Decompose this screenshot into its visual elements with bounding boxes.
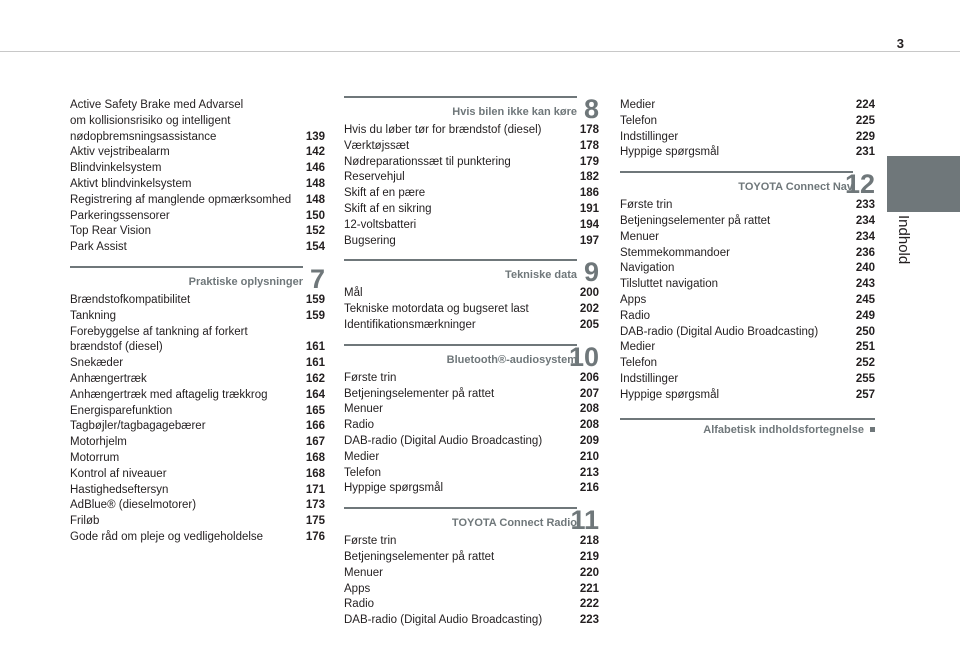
toc-entry-page: 171 <box>305 483 325 496</box>
toc-entry[interactable] <box>344 466 599 482</box>
toc-entry-label: Tekniske motordata og bugseret last <box>344 303 529 316</box>
toc-entry[interactable] <box>344 318 599 334</box>
toc-entry-label-line[interactable]: Active Safety Brake med Advarsel <box>70 99 244 111</box>
section-rule <box>344 259 577 261</box>
section-title[interactable]: Tekniske data <box>505 269 577 282</box>
toc-entry-label: Motorhjelm <box>70 436 127 449</box>
alphabetical-index-link[interactable] <box>620 418 875 436</box>
toc-entry-page: 161 <box>305 341 325 354</box>
toc-entry[interactable] <box>70 404 325 420</box>
toc-entry[interactable] <box>70 388 325 404</box>
toc-entry-page: 206 <box>579 371 599 384</box>
toc-entry[interactable] <box>344 170 599 186</box>
toc-entry[interactable] <box>620 246 875 262</box>
toc-entry[interactable] <box>344 186 599 202</box>
toc-entry[interactable] <box>70 514 325 530</box>
toc-entry-page: 223 <box>579 614 599 627</box>
toc-entry-label: Parkeringssensorer <box>70 209 170 222</box>
toc-entry-page: 240 <box>855 262 875 275</box>
toc-entry-page: 210 <box>579 450 599 463</box>
toc-entry-label: Menuer <box>620 230 659 243</box>
toc-entry-label: brændstof (diesel) <box>70 341 163 354</box>
toc-entry-page: 150 <box>305 209 325 222</box>
toc-entry[interactable] <box>70 293 325 309</box>
toc-entry[interactable] <box>344 139 599 155</box>
header-rule <box>0 51 960 52</box>
toc-entry-label: Tagbøjler/tagbagagebærer <box>70 420 206 433</box>
toc-entry-page: 208 <box>579 403 599 416</box>
toc-column-2 <box>344 94 599 629</box>
toc-entry[interactable] <box>70 356 325 372</box>
toc-entry[interactable] <box>70 161 325 177</box>
toc-entry-label: Radio <box>620 309 651 322</box>
toc-entry-label: nødopbremsningsassistance <box>70 130 217 143</box>
toc-entry[interactable] <box>620 325 875 341</box>
toc-entry-label: Aktivt blindvinkelsystem <box>70 177 192 190</box>
toc-entry-page: 245 <box>855 293 875 306</box>
toc-entry-label: Radio <box>344 598 375 611</box>
toc-entry-page: 213 <box>579 466 599 479</box>
section-header <box>344 505 599 536</box>
toc-entry-label: Mål <box>344 287 363 300</box>
toc-entry-page: 182 <box>579 171 599 184</box>
toc-entry-page: 205 <box>579 318 599 331</box>
toc-entry[interactable] <box>344 534 599 550</box>
toc-entry[interactable] <box>620 340 875 356</box>
toc-entry-page: 234 <box>855 214 875 227</box>
toc-entry-page: 168 <box>305 451 325 464</box>
toc-entry-page: 166 <box>305 420 325 433</box>
toc-entry-label: Hastighedseftersyn <box>70 483 169 496</box>
section-number: 11 <box>570 505 599 536</box>
toc-entry-page: 225 <box>855 114 875 127</box>
toc-entry-page: 164 <box>305 388 325 401</box>
toc-entry[interactable] <box>70 340 325 356</box>
toc-entry-page: 229 <box>855 130 875 143</box>
toc-entry-label: Blindvinkelsystem <box>70 162 162 175</box>
section-title[interactable]: Praktiske oplysninger <box>188 275 303 288</box>
section-header <box>344 94 599 124</box>
toc-entry-page: 251 <box>855 341 875 354</box>
toc-entry-label: Første trin <box>620 199 673 212</box>
toc-entry[interactable] <box>344 613 599 629</box>
toc-entry-label: Menuer <box>344 403 383 416</box>
toc-entry[interactable] <box>70 145 325 161</box>
toc-entry[interactable] <box>70 177 325 193</box>
toc-column-3 <box>620 98 875 436</box>
toc-entry[interactable] <box>344 402 599 418</box>
toc-entry-page: 175 <box>305 515 325 528</box>
toc-entry-page: 218 <box>579 535 599 548</box>
toc-entry[interactable] <box>344 286 599 302</box>
alphabetical-index-label: Alfabetisk indholdsfortegnelse <box>703 423 864 436</box>
toc-entry-page: 176 <box>305 530 325 543</box>
toc-entry-page: 216 <box>579 482 599 495</box>
section-title[interactable]: Bluetooth®-audiosystem <box>446 353 577 366</box>
toc-entry-label: Medier <box>344 450 380 463</box>
toc-entry-label: Skift af en pære <box>344 187 426 200</box>
toc-entry-label: Skift af en sikring <box>344 202 432 215</box>
toc-entry-label: DAB-radio (Digital Audio Broadcasting) <box>620 325 819 338</box>
toc-entry-label-line[interactable]: Forebyggelse af tankning af forkert <box>70 325 248 338</box>
toc-entry-label: Bugsering <box>344 234 396 247</box>
toc-entry[interactable] <box>344 234 599 250</box>
toc-entry[interactable] <box>344 597 599 613</box>
toc-entry[interactable] <box>344 387 599 403</box>
toc-entry-label: Betjeningselementer på rattet <box>620 214 771 227</box>
toc-entry-page: 231 <box>855 146 875 159</box>
toc-entry-label: Identifikationsmærkninger <box>344 318 476 331</box>
toc-entry-page: 252 <box>855 357 875 370</box>
toc-entry[interactable] <box>344 434 599 450</box>
toc-entry-label-line[interactable]: om kollisionsrisiko og intelligent <box>70 114 231 127</box>
toc-entry-page: 154 <box>305 241 325 254</box>
toc-entry-label: Top Rear Vision <box>70 225 151 238</box>
toc-entry-page: 197 <box>579 234 599 247</box>
toc-entry-page: 161 <box>305 357 325 370</box>
toc-entry-label: Anhængertræk <box>70 372 147 385</box>
section-rule <box>70 266 303 268</box>
toc-entry-label: Tankning <box>70 309 117 322</box>
toc-entry[interactable] <box>620 198 875 214</box>
toc-entry-page: 249 <box>855 309 875 322</box>
toc-entry[interactable] <box>344 481 599 497</box>
toc-entry[interactable] <box>344 566 599 582</box>
toc-entry-label: Tilsluttet navigation <box>620 278 719 291</box>
toc-entry[interactable] <box>70 240 325 256</box>
toc-entry[interactable] <box>344 418 599 434</box>
section-header <box>344 257 599 288</box>
toc-entry-label: Første trin <box>344 371 397 384</box>
toc-entry-label: Hyppige spørgsmål <box>344 482 444 495</box>
section-rule <box>344 344 577 346</box>
toc-entry-page: 194 <box>579 218 599 231</box>
toc-entry-label: Apps <box>344 582 371 595</box>
toc-entry[interactable] <box>620 130 875 146</box>
toc-entry[interactable] <box>620 98 875 114</box>
toc-entry-label: Telefon <box>344 466 382 479</box>
chapter-tab-label: Indhold <box>895 215 912 265</box>
toc-entry-page: 257 <box>855 388 875 401</box>
toc-entry-label: Indstillinger <box>620 130 679 143</box>
toc-entry-label: Telefon <box>620 357 658 370</box>
toc-entry-page: 255 <box>855 372 875 385</box>
toc-entry-label: Kontrol af niveauer <box>70 467 167 480</box>
toc-entry-page: 148 <box>305 177 325 190</box>
toc-entry-label: Hyppige spørgsmål <box>620 388 720 401</box>
section-title[interactable]: Hvis bilen ikke kan køre <box>452 106 577 118</box>
section-number: 8 <box>583 94 599 124</box>
toc-entry[interactable] <box>344 302 599 318</box>
toc-entry[interactable] <box>70 435 325 451</box>
toc-entry-page: 220 <box>579 566 599 579</box>
toc-entry[interactable] <box>344 450 599 466</box>
toc-entry[interactable] <box>344 550 599 566</box>
toc-entry[interactable] <box>620 277 875 293</box>
toc-entry[interactable] <box>620 293 875 309</box>
toc-entry-page: 178 <box>579 124 599 136</box>
toc-entry[interactable] <box>344 582 599 598</box>
toc-entry[interactable] <box>70 372 325 388</box>
toc-entry-label: Nødreparationssæt til punktering <box>344 155 511 168</box>
toc-entry-page: 186 <box>579 187 599 200</box>
toc-entry-label: Motorrum <box>70 451 120 464</box>
toc-entry-page: 224 <box>855 99 875 111</box>
toc-entry-page: 207 <box>579 387 599 400</box>
toc-entry-page: 159 <box>305 293 325 306</box>
toc-entry-page: 202 <box>579 303 599 316</box>
alphabetical-index-title <box>703 424 875 436</box>
toc-entry[interactable] <box>620 388 875 404</box>
toc-entry-label: Reservehjul <box>344 171 405 184</box>
toc-entry-label: Navigation <box>620 262 675 275</box>
toc-entry[interactable] <box>344 218 599 234</box>
toc-entry-label: Anhængertræk med aftagelig trækkrog <box>70 388 268 401</box>
toc-entry-label: Gode råd om pleje og vedligeholdelse <box>70 530 264 543</box>
section-title[interactable]: TOYOTA Connect Nav <box>738 181 853 194</box>
toc-entry-label: DAB-radio (Digital Audio Broadcasting) <box>344 434 543 447</box>
toc-entry[interactable] <box>70 451 325 467</box>
section-rule <box>344 507 577 509</box>
toc-entry-page: 178 <box>579 139 599 152</box>
chapter-tab[interactable] <box>887 156 960 212</box>
toc-entry-page: 152 <box>305 225 325 238</box>
toc-entry-page: 234 <box>855 230 875 243</box>
section-rule <box>620 171 853 173</box>
toc-entry-label: Apps <box>620 293 647 306</box>
toc-entry-page: 208 <box>579 419 599 432</box>
section-rule <box>344 96 577 98</box>
toc-entry-page: 233 <box>855 199 875 212</box>
section-title[interactable]: TOYOTA Connect Radio <box>451 517 577 530</box>
section-header <box>344 341 599 372</box>
toc-entry-label: AdBlue® (dieselmotorer) <box>70 499 197 512</box>
toc-entry[interactable] <box>620 372 875 388</box>
toc-entry-label: Telefon <box>620 114 658 127</box>
toc-entry[interactable] <box>70 209 325 225</box>
toc-entry-page: 179 <box>579 155 599 168</box>
toc-entry-label: Medier <box>620 99 656 111</box>
toc-entry[interactable] <box>344 155 599 171</box>
square-bullet-icon <box>870 427 875 432</box>
toc-entry[interactable] <box>70 530 325 546</box>
toc-entry-label: Menuer <box>344 566 383 579</box>
toc-entry-page: 243 <box>855 278 875 291</box>
toc-entry[interactable] <box>70 498 325 514</box>
toc-entry-page: 165 <box>305 404 325 417</box>
toc-entry-page: 250 <box>855 325 875 338</box>
toc-entry-page: 146 <box>305 162 325 175</box>
toc-entry[interactable] <box>70 467 325 483</box>
toc-column-1 <box>70 98 325 546</box>
toc-entry-label: Energisparefunktion <box>70 404 173 417</box>
toc-entry-label: Snekæder <box>70 357 124 370</box>
toc-entry-label: Radio <box>344 419 375 432</box>
toc-entry-label: Første trin <box>344 535 397 548</box>
section-number: 12 <box>844 169 875 200</box>
toc-entry-label: Park Assist <box>70 241 127 254</box>
toc-entry[interactable] <box>620 145 875 161</box>
toc-entry[interactable] <box>620 309 875 325</box>
toc-entry[interactable] <box>344 123 599 139</box>
section-header <box>70 263 325 294</box>
toc-entry-label: Hyppige spørgsmål <box>620 146 720 159</box>
toc-entry-label: Hvis du løber tør for brændstof (diesel) <box>344 124 542 136</box>
section-rule <box>620 418 875 420</box>
page-number: 3 <box>896 36 904 51</box>
toc-entry-page: 236 <box>855 246 875 259</box>
toc-entry-page: 162 <box>305 372 325 385</box>
toc-entry-page: 139 <box>305 130 325 143</box>
toc-entry-page: 173 <box>305 499 325 512</box>
toc-entry-page: 159 <box>305 309 325 322</box>
toc-entry[interactable] <box>620 261 875 277</box>
toc-entry-page: 209 <box>579 434 599 447</box>
toc-entry[interactable] <box>70 483 325 499</box>
toc-entry-label: Brændstofkompatibilitet <box>70 293 191 306</box>
toc-entry-page: 221 <box>579 582 599 595</box>
toc-entry-page: 142 <box>305 146 325 159</box>
toc-entry[interactable] <box>620 214 875 230</box>
toc-entry[interactable] <box>70 193 325 209</box>
toc-entry-label: Indstillinger <box>620 372 679 385</box>
toc-entry-page: 219 <box>579 550 599 563</box>
toc-entry[interactable] <box>344 202 599 218</box>
section-header <box>620 169 875 200</box>
toc-entry-label: Betjeningselementer på rattet <box>344 387 495 400</box>
toc-entry-label: Medier <box>620 341 656 354</box>
toc-entry[interactable] <box>344 371 599 387</box>
toc-entry-page: 200 <box>579 287 599 300</box>
section-number: 7 <box>309 263 325 294</box>
section-number: 10 <box>568 341 599 372</box>
toc-entry-page: 148 <box>305 193 325 206</box>
toc-entry-label: DAB-radio (Digital Audio Broadcasting) <box>344 614 543 627</box>
toc-entry-page: 167 <box>305 436 325 449</box>
toc-entry[interactable] <box>620 114 875 130</box>
toc-entry-label: Friløb <box>70 515 100 528</box>
toc-entry-label: Registrering af manglende opmærksomhed <box>70 193 292 206</box>
toc-entry[interactable] <box>70 309 325 325</box>
toc-entry-page: 222 <box>579 598 599 611</box>
toc-entry-label: Værktøjssæt <box>344 139 410 152</box>
toc-entry-label: Betjeningselementer på rattet <box>344 550 495 563</box>
toc-entry[interactable] <box>620 230 875 246</box>
toc-entry[interactable] <box>70 224 325 240</box>
toc-entry[interactable] <box>70 419 325 435</box>
section-number: 9 <box>583 257 599 288</box>
toc-entry-label: 12-voltsbatteri <box>344 218 417 231</box>
toc-entry-page: 168 <box>305 467 325 480</box>
toc-entry[interactable] <box>70 130 325 146</box>
toc-entry[interactable] <box>620 356 875 372</box>
toc-entry-label: Aktiv vejstribealarm <box>70 146 170 159</box>
toc-entry-page: 191 <box>579 202 599 215</box>
toc-entry-label: Stemmekommandoer <box>620 246 730 259</box>
